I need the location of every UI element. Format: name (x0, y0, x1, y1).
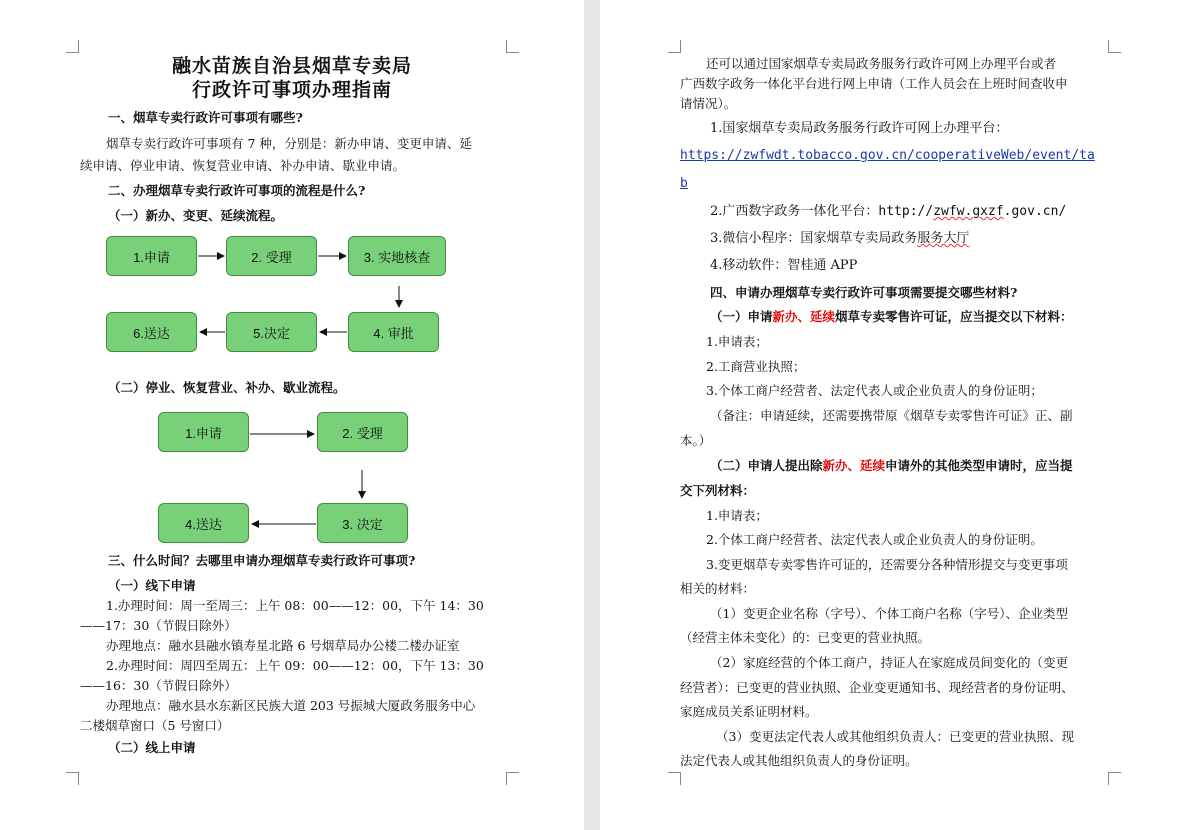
case1-line1: （1）变更企业名称（字号）、个体工商户名称（字号）、企业类型 (710, 606, 1068, 621)
section1-text-line2: 续申请、停业申请、恢复营业申请、补办申请、歇业申请。 (80, 158, 406, 173)
platform2-line (710, 204, 1066, 220)
sub1-heading-a: （一）申请 (710, 309, 773, 324)
flow1-step-deliver: 6.送达 (106, 312, 197, 352)
platform1-label: 1.国家烟草专卖局政务服务行政许可网上办理平台： (710, 121, 1009, 136)
case3-line1: （3）变更法定代表人或其他组织负责人：已变更的营业执照、现 (716, 729, 1074, 744)
sub2-heading-a: （二）申请人提出除 (710, 458, 823, 473)
sub2-heading-line1 (710, 458, 1073, 474)
case2-line3: 家庭成员关系证明材料。 (680, 704, 818, 719)
time2-line1: 2.办理时间：周四至周五：上午 09：00——12：00，下午 13：30 (106, 658, 484, 673)
flow1-step-approve: 4. 审批 (348, 312, 439, 352)
margin-mark-top-left (668, 40, 681, 53)
note-line1: （备注：申请延续，还需要携带原《烟草专卖零售许可证》正、副 (710, 408, 1073, 423)
platform3-line (710, 231, 969, 247)
section4-heading: 四、申请办理烟草专卖行政许可事项需要提交哪些材料? (710, 285, 1018, 300)
online-heading: （二）线上申请 (108, 740, 196, 755)
intro-line1: 还可以通过国家烟草专卖局政务服务行政许可网上办理平台或者 (706, 56, 1057, 71)
platform4-line: 4.移动软件：智桂通 APP (710, 258, 858, 273)
sub1-heading-red: 新办、延续 (772, 309, 836, 324)
material3: 3.个体工商户经营者、法定代表人或企业负责人的身份证明； (706, 383, 1043, 398)
sub1-heading (710, 309, 1073, 325)
platform1-url-line1[interactable]: https://zwfwdt.tobacco.gov.cn/cooperativeWeb/event/ta (680, 148, 1095, 163)
intro-line3: 请情况）。 (680, 96, 737, 111)
platform2-url-a: http:// (878, 204, 934, 219)
sub2-heading-red: 新办、延续 (822, 458, 886, 473)
flow2-step-decide: 3. 决定 (317, 503, 408, 543)
flow1-heading: （一）新办、变更、延续流程。 (108, 208, 284, 223)
other-material2: 2.个体工商户经营者、法定代表人或企业负责人的身份证明。 (706, 532, 1043, 547)
section3-heading: 三、什么时间？去哪里申请办理烟草专卖行政许可事项? (108, 553, 416, 568)
place2-line1: 办理地点：融水县水东新区民族大道 203 号振城大厦政务服务中心 (106, 698, 476, 713)
margin-mark-bottom-left (66, 772, 79, 785)
section1-text-line1: 烟草专卖行政许可事项有 7 种，分别是：新办申请、变更申请、延 (106, 136, 472, 151)
case2-line1: （2）家庭经营的个体工商户，持证人在家庭成员间变化的（变更 (710, 655, 1068, 670)
margin-mark-top-right (1108, 40, 1121, 53)
time2-line2: ——16：30（节假日除外） (80, 678, 237, 693)
flow2-step-accept: 2. 受理 (317, 412, 408, 452)
platform2-url-b: zwfw.gxzf (933, 204, 1004, 219)
flow2-step-apply: 1.申请 (158, 412, 249, 452)
margin-mark-bottom-left (668, 772, 681, 785)
flow1-step-accept: 2. 受理 (226, 236, 317, 276)
section1-heading: 一、烟草专卖行政许可事项有哪些? (108, 110, 303, 125)
note-line2: 本。） (680, 433, 712, 448)
material1: 1.申请表； (706, 334, 768, 349)
sub2-heading-line2: 交下列材料： (680, 483, 756, 498)
margin-mark-bottom-right (1108, 772, 1121, 785)
sub2-heading-b: 申请外的其他类型申请时，应当提 (885, 458, 1073, 473)
document-page-1 (0, 0, 584, 830)
section2-heading: 二、办理烟草专卖行政许可事项的流程是什么? (108, 183, 366, 198)
place1: 办理地点：融水县融水镇寿星北路 6 号烟草局办公楼二楼办证室 (106, 638, 460, 653)
case3-line2: 法定代表人或其他组织负责人的身份证明。 (680, 753, 918, 768)
intro-line2: 广西数字政务一体化平台进行网上申请（工作人员会在上班时间查收申 (680, 76, 1068, 91)
platform3-label: 3.微信小程序：国家烟草专卖局政务 (710, 231, 918, 246)
margin-mark-bottom-right (506, 772, 519, 785)
flow2-step-deliver: 4.送达 (158, 503, 249, 543)
sub1-heading-b: 烟草专卖零售许可证，应当提交以下材料： (835, 309, 1073, 324)
place2-line2: 二楼烟草窗口（5 号窗口） (80, 718, 230, 733)
flow1-step-decide: 5.决定 (226, 312, 317, 352)
case1-line2: （经营主体未变化）的：已变更的营业执照。 (680, 630, 931, 645)
other-material3-line1: 3.变更烟草专卖零售许可证的，还需要分各种情形提交与变更事项 (706, 557, 1068, 572)
offline-heading: （一）线下申请 (108, 578, 196, 593)
platform3-squiggle: 服务大厅 (917, 231, 970, 246)
case2-line2: 经营者）：已变更的营业执照、企业变更通知书、现经营者的身份证明、 (680, 680, 1074, 695)
material2: 2.工商营业执照； (706, 359, 806, 374)
other-material3-line2: 相关的材料： (680, 581, 756, 596)
time1-line1: 1.办理时间：周一至周三：上午 08：00——12：00，下午 14：30 (106, 598, 484, 613)
platform2-url-c: .gov.cn/ (1003, 204, 1067, 219)
doc-title-line1: 融水苗族自治县烟草专卖局 (171, 55, 412, 77)
flow1-step-inspect: 3. 实地核查 (348, 236, 446, 276)
other-material1: 1.申请表； (706, 508, 768, 523)
flow1-step-apply: 1.申请 (106, 236, 197, 276)
flow2-heading: （二）停业、恢复营业、补办、歇业流程。 (108, 380, 346, 395)
document-page-2 (600, 0, 1189, 830)
doc-title-line2: 行政许可事项办理指南 (191, 79, 392, 101)
platform2-label: 2.广西数字政务一体化平台： (710, 204, 879, 219)
flow-arrows (0, 0, 584, 600)
time1-line2: ——17：30（节假日除外） (80, 618, 237, 633)
platform1-url-line2[interactable]: b (680, 176, 688, 191)
